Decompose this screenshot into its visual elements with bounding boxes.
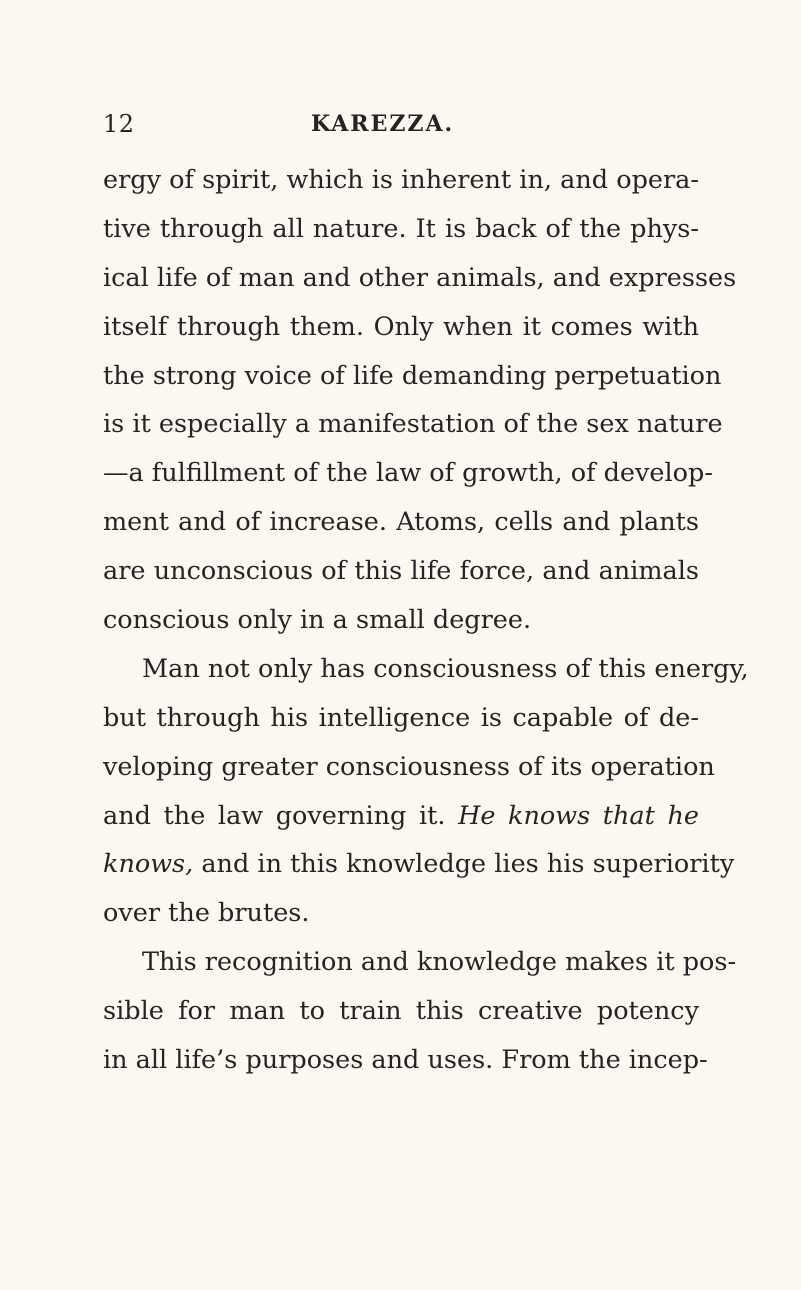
text-line-4: itself through them. Only when it comes with bbox=[103, 311, 699, 342]
text-line-15-roman: and in this knowledge lies his superiority bbox=[193, 849, 735, 880]
text-line-3: ical life of man and other animals, and expresses bbox=[103, 262, 737, 293]
text-line-9: are unconscious of this life force, and animals bbox=[103, 556, 699, 587]
text-line-1: ergy of spirit, which is inherent in, and opera- bbox=[103, 165, 699, 195]
text-line-7: —a fulfillment of the law of growth, of develop- bbox=[103, 458, 713, 489]
text-line-19: in all life’s purposes and uses. From the incep- bbox=[103, 1045, 708, 1076]
text-line-17: This recognition and knowledge makes it pos- bbox=[142, 947, 737, 978]
text-line-10: conscious only in a small degree. bbox=[103, 605, 532, 636]
text-line-15 bbox=[103, 840, 735, 889]
text-line-14-roman: and the law governing it. bbox=[103, 800, 459, 831]
page-number: 12 bbox=[103, 110, 135, 138]
text-line-11: Man not only has consciousness of this energy, bbox=[142, 653, 749, 684]
text-line-15-italic: knows, bbox=[103, 849, 194, 880]
body-text bbox=[103, 156, 749, 1085]
text-line-5: the strong voice of life demanding perpetuation bbox=[103, 360, 722, 391]
text-line-2: tive through all nature. It is back of the phys- bbox=[103, 213, 699, 244]
text-line-14-italic: He knows that he bbox=[458, 800, 699, 831]
text-line-16: over the brutes. bbox=[103, 898, 310, 929]
text-line-14 bbox=[103, 792, 699, 841]
text-line-13: veloping greater consciousness of its operation bbox=[103, 751, 715, 782]
text-line-12: but through his intelligence is capable of de- bbox=[103, 702, 699, 733]
running-head: KAREZZA. bbox=[311, 111, 455, 137]
page-header bbox=[103, 106, 693, 142]
text-line-6: is it especially a manifestation of the sex nature bbox=[103, 409, 723, 440]
text-line-8: ment and of increase. Atoms, cells and plants bbox=[103, 507, 699, 538]
text-line-18: sible for man to train this creative potency bbox=[103, 996, 699, 1027]
